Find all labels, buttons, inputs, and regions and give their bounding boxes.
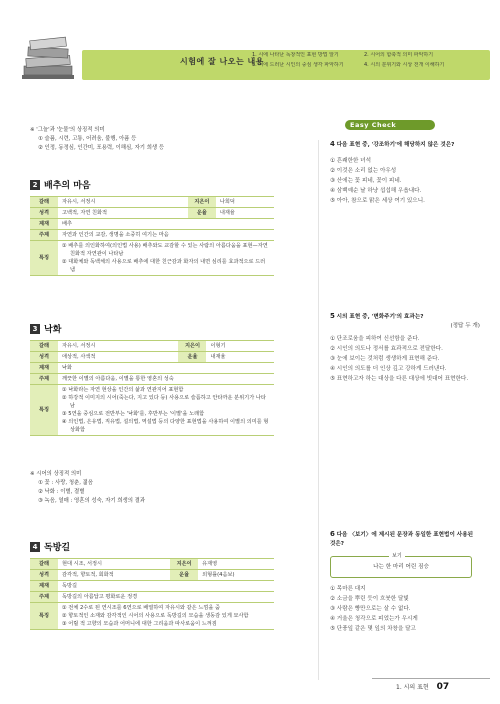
- value-theme: 깨끗한 이별의 아름다움, 이별을 통한 영혼의 성숙: [58, 374, 274, 385]
- info-table: [30, 340, 274, 436]
- feature-item: ② 하강적 이미지의 시어(죽는다, 지고 있다 등) 사용으로 슬픔하고 안타까운 분위기가 나타남: [62, 395, 266, 409]
- section-title: [30, 178, 274, 191]
- intro-note-line: ② 인정, 동정심, 인간미, 포용력, 이해심, 자기 희생 등: [38, 145, 165, 151]
- option-item[interactable]: ① 흔쾌한한 녀석: [330, 157, 371, 164]
- footer-rule: [372, 678, 490, 679]
- value-genre: 자유시, 서정시: [58, 197, 188, 208]
- value-author: 유재영: [198, 559, 274, 570]
- feature-item: ① 전체 2수로 된 연시조를 6연으로 배열하여 자유시와 같은 느낌을 줌: [62, 605, 221, 611]
- option-item[interactable]: ⑤ 아아, 참으로 맑은 세상 여기 있으니.: [330, 197, 425, 204]
- section-title-text: 낙화: [44, 325, 62, 335]
- label-author: 지은이: [178, 341, 206, 352]
- option-item[interactable]: ④ 거울은 청각으로 피었는가 우시게: [330, 616, 418, 622]
- option-item[interactable]: ⑤ 단풍잎 같은 몇 잎의 차창을 달고: [330, 626, 416, 632]
- label-author: 지은이: [188, 197, 216, 208]
- question-note: (정답 두 개): [450, 322, 480, 329]
- symbol-note-title: ※ 시어의 상징적 의미: [30, 471, 82, 477]
- value-rhyme: 외형률(4음보): [198, 570, 274, 581]
- section-title: [30, 322, 274, 335]
- section-2: [30, 178, 274, 276]
- label-tone: 성격: [30, 352, 58, 363]
- value-rhyme: 내재율: [216, 208, 274, 219]
- value-features: [58, 603, 274, 630]
- footer: [396, 682, 449, 692]
- option-item[interactable]: ① 목마른 대지: [330, 586, 366, 592]
- label-theme: 주제: [30, 374, 58, 385]
- feature-item: ① 배추를 의인화하여(의인법 사용) 배추와도 교감할 수 있는 사람의 아름다움을 표현—자연 친화적 자연관이 나타남: [62, 243, 268, 257]
- section-3: [30, 322, 274, 436]
- symbol-note-line: ② 낙화 : 이별, 결별: [38, 489, 85, 495]
- question-number: 5: [330, 312, 335, 320]
- example-box-label: 보기: [389, 552, 405, 560]
- example-box-text: 나는 한 마리 어린 짐승: [373, 564, 429, 570]
- label-features: 특징: [30, 241, 58, 276]
- header-topic: 3. 시에 드러난 시인의 중심 생각 파악하기: [252, 62, 344, 68]
- value-genre: 현대 시조, 서정시: [58, 559, 170, 570]
- question-text: 시의 표현 중, '변화주기'의 효과는?: [336, 314, 424, 320]
- question-number: 6: [330, 530, 335, 538]
- option-item[interactable]: ⑤ 표현하고자 하는 대상을 다른 대상에 빗대어 표현한다.: [330, 376, 469, 382]
- option-item[interactable]: ④ 시인의 의도를 더 인상 깊고 강하게 드러낸다.: [330, 366, 447, 372]
- feature-item: ③ 5연을 중심으로 전반부는 '낙화'를, 후반부는 '이별'을 노래함: [62, 411, 205, 417]
- value-features: [58, 385, 274, 436]
- option-list: [330, 334, 480, 384]
- option-item[interactable]: ② 시인의 의도나 정서를 효과적으로 전달한다.: [330, 346, 443, 352]
- label-features: 특징: [30, 603, 58, 630]
- intro-note: [30, 126, 274, 153]
- books-illustration: [18, 28, 78, 88]
- value-tone: 애상적, 사색적: [58, 352, 178, 363]
- value-author: 나희덕: [216, 197, 274, 208]
- question-5: [330, 312, 480, 384]
- label-genre: 갈래: [30, 197, 58, 208]
- easy-check-label: Easy Check: [350, 121, 397, 129]
- value-rhyme: 내재율: [206, 352, 274, 363]
- value-author: 이형기: [206, 341, 274, 352]
- intro-note-title: ※ '그늘'과 '눈물'의 상징적 의미: [30, 127, 105, 133]
- header-title: 시험에 잘 나오는 내용: [180, 57, 264, 66]
- label-genre: 갈래: [30, 559, 58, 570]
- section-number: 2: [30, 180, 40, 190]
- feature-item: ② 향토적인 소재와 감각적인 시어의 사용으로 독방길의 모습을 생동감 있게 묘사함: [62, 613, 249, 619]
- option-list: [330, 156, 480, 206]
- feature-item: ① 낙화라는 자연 현상을 인간의 삶과 연관지어 표현함: [62, 387, 184, 393]
- option-item[interactable]: ③ 산에는 꽃 피네, 꽃이 피네.: [330, 177, 402, 184]
- value-features: [58, 241, 274, 276]
- header-topic: 1. 시에 나타난 독창적인 표현 방법 알기: [252, 52, 339, 58]
- label-subject: 제재: [30, 581, 58, 592]
- section-number: 4: [30, 542, 40, 552]
- label-author: 지은이: [170, 559, 198, 570]
- header-topic: 4. 시의 분위기와 시상 전개 이해하기: [364, 62, 445, 68]
- footer-label: 1. 시의 표현: [396, 684, 429, 691]
- value-subject: 독방길: [58, 581, 274, 592]
- value-genre: 자유시, 서정시: [58, 341, 178, 352]
- question-number: 4: [330, 140, 335, 148]
- option-item[interactable]: ④ 삼백예순 날 하냥 섭섭해 우옵내다.: [330, 187, 422, 194]
- label-subject: 제재: [30, 219, 58, 230]
- label-rhyme: 운율: [178, 352, 206, 363]
- label-subject: 제재: [30, 363, 58, 374]
- page-number: 07: [436, 682, 450, 692]
- feature-item: ④ 의인법, 은유법, 직유법, 설의법, 역설법 등의 다양한 표현법을 사용하여 이별의 의미를 형상화함: [62, 419, 269, 433]
- intro-note-line: ① 슬픔, 시련, 고통, 어려움, 불행, 아픔 등: [38, 136, 137, 142]
- value-subject: 배추: [58, 219, 274, 230]
- option-list: [330, 584, 480, 634]
- value-tone: 감각적, 향토적, 회화적: [58, 570, 170, 581]
- question-4: [330, 140, 480, 206]
- section-4: [30, 540, 274, 630]
- example-box: [330, 553, 472, 578]
- option-item[interactable]: ③ 사람은 빵만으로는 살 수 없다.: [330, 606, 411, 612]
- feature-item: ③ 어릴 적 고향의 모습과 어머니에 대한 그리움과 따사로움이 느껴짐: [62, 621, 217, 627]
- section-title-text: 배추의 마음: [44, 181, 91, 191]
- label-tone: 성격: [30, 570, 58, 581]
- symbol-note: [30, 470, 274, 506]
- info-table: [30, 558, 274, 630]
- question-6: [330, 530, 480, 634]
- value-theme: 독방길의 아름답고 평화로운 정경: [58, 592, 274, 603]
- label-features: 특징: [30, 385, 58, 436]
- value-subject: 낙화: [58, 363, 274, 374]
- label-tone: 성격: [30, 208, 58, 219]
- header-topic: 2. 시어의 함축적 의미 파악하기: [364, 52, 434, 58]
- info-table: [30, 196, 274, 276]
- option-item[interactable]: ③ 눈에 보이는 것처럼 생생하게 표현해 준다.: [330, 356, 440, 362]
- symbol-note-line: ① 꽃 : 사랑, 청춘, 젊음: [38, 480, 94, 486]
- column-divider: [318, 140, 319, 680]
- section-number: 3: [30, 324, 40, 334]
- value-tone: 고백적, 자연 친화적: [58, 208, 188, 219]
- option-item[interactable]: ② 이것은 소리 없는 아우성: [330, 167, 397, 174]
- label-rhyme: 운율: [188, 208, 216, 219]
- symbol-note-line: ③ 녹음, 열매 : 영혼의 성숙, 자기 희생의 결과: [38, 498, 146, 504]
- option-item[interactable]: ① 단조로움을 피하여 신선함을 준다.: [330, 336, 420, 342]
- question-text: 다음 표현 중, '강조하기'에 해당하지 않은 것은?: [336, 142, 455, 148]
- feature-item: ② 대화체와 독백체의 사용으로 배추에 대한 친근감과 화자의 내면 심리를 효과적으로 드러냄: [62, 259, 266, 273]
- label-theme: 주제: [30, 230, 58, 241]
- value-theme: 자연과 인간의 교감, 생명을 소중히 여기는 마음: [58, 230, 274, 241]
- section-title: [30, 540, 274, 553]
- label-rhyme: 운율: [170, 570, 198, 581]
- option-item[interactable]: ② 소금을 뿌린 듯이 흐붓한 달빛: [330, 596, 409, 602]
- section-title-text: 독방길: [44, 543, 71, 553]
- header-topic-list: [252, 52, 488, 72]
- question-text: 다음 〈보기〉에 제시된 문장과 동일한 표현법이 사용된 것은?: [330, 532, 474, 547]
- label-theme: 주제: [30, 592, 58, 603]
- label-genre: 갈래: [30, 341, 58, 352]
